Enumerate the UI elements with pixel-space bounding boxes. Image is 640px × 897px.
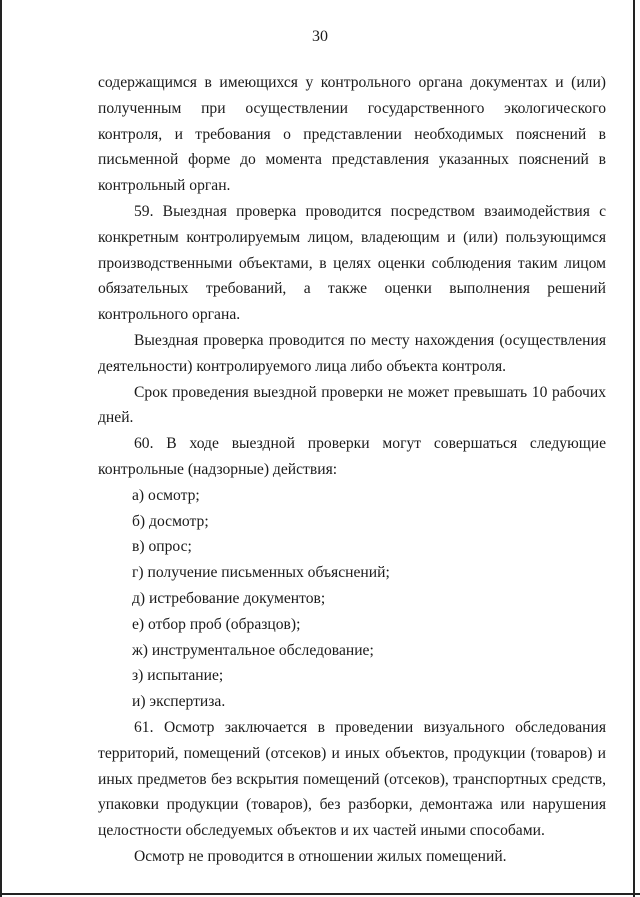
list-item: б) досмотр; [132, 512, 209, 530]
list-item: и) экспертиза. [132, 693, 226, 711]
paragraph-inspection-term: Срок проведения выездной проверки не может превышать 10 рабочих дней. [98, 383, 606, 427]
scan-edge-bottom [0, 893, 640, 895]
paragraph-continuation: содержащимся в имеющихся у контрольного органа документах и (или) полученным при осуществлении государственного экологического контроля, и требования о представлении необходимых пояснений в письменной форме до момента представления указанных пояснений в контрольный орган. [98, 74, 606, 195]
document-body [98, 70, 606, 870]
list-item: ж) инструментальное обследование; [132, 641, 374, 659]
list-item: е) отбор проб (образцов); [132, 615, 301, 633]
control-actions-list [98, 483, 606, 715]
list-item: а) осмотр; [132, 486, 200, 504]
list-item: г) получение письменных объяснений; [132, 564, 390, 582]
paragraph-60: 60. В ходе выездной проверки могут совершаться следующие контрольные (надзорные) действия: [98, 435, 606, 478]
scan-edge-right [633, 0, 635, 897]
scan-edge-left [0, 0, 2, 897]
paragraph-59: 59. Выездная проверка проводится посредством взаимодействия с конкретным контролируемым лицом, владеющим и (или) пользующимся производственными объектами, в целях оценки соблюдения таким лицом обязательных требований, а также оценки выполнения решений контрольного органа. [98, 202, 606, 324]
paragraph-inspection-location: Выездная проверка проводится по месту нахождения (осуществления деятельности) контролируемого лица либо объекта контроля. [98, 331, 606, 375]
list-item: в) опрос; [132, 538, 192, 556]
list-item: з) испытание; [132, 667, 224, 685]
list-item: д) истребование документов; [132, 589, 326, 607]
page-number: 30 [312, 28, 328, 45]
paragraph-residential-exception: Осмотр не проводится в отношении жилых помещений. [134, 847, 507, 865]
paragraph-61: 61. Осмотр заключается в проведении визуального обследования территорий, помещений (отсеков) и иных объектов, продукции (товаров) и иных предметов без вскрытия помещений (отсеков), транспортных средств, упаковки продукции (товаров), без разборки, демонтажа или нарушения целостности обследуемых объектов и их частей иными способами. [98, 718, 606, 840]
